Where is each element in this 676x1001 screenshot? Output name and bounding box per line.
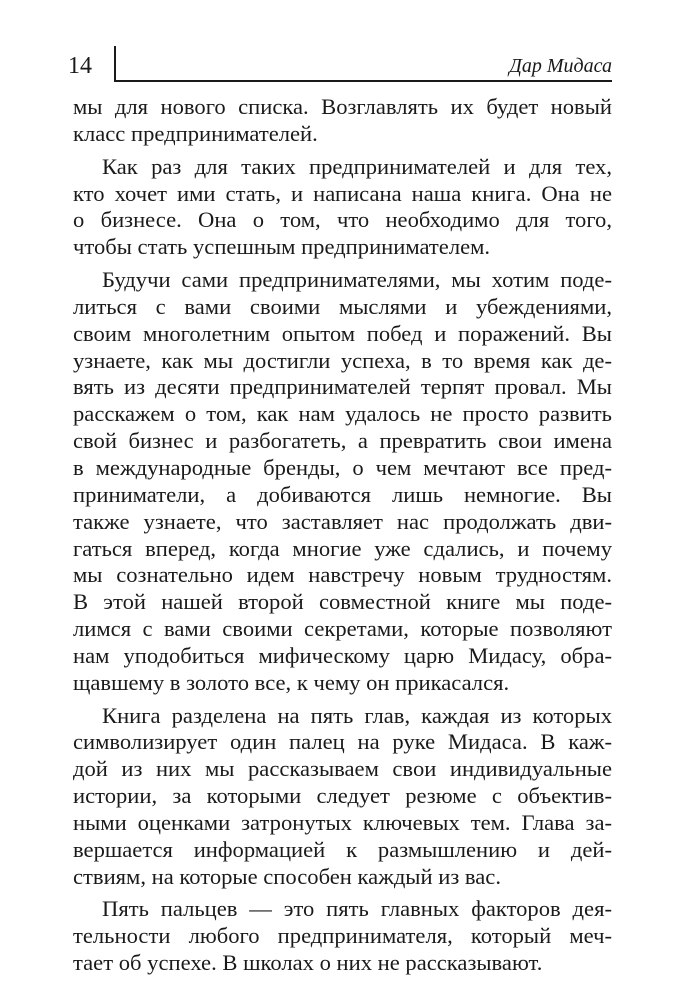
text-line: гаться вперед, когда многие уже сдались, и почему — [73, 535, 612, 561]
paragraph-1 — [73, 94, 612, 148]
text-line: литься с вами своими мыслями и убеждениями, — [73, 293, 612, 319]
text-line: о бизнесе. Она о том, что необходимо для того, — [73, 207, 612, 233]
text-line: Будучи сами предпринимателями, мы хотим поде- — [102, 267, 612, 293]
text-line: Книга разделена на пять глав, каждая из которых — [102, 702, 612, 728]
paragraph-4 — [73, 703, 612, 891]
text-line: также узнаете, что заставляет нас продолжать дви- — [73, 508, 612, 534]
text-line: Пять пальцев — это пять главных факторов дея- — [102, 896, 612, 922]
text-line: Как раз для таких предпринимателей и для тех, — [102, 153, 612, 179]
paragraph-2 — [73, 154, 612, 261]
text-line: в международные бренды, о чем мечтают все пред- — [73, 454, 612, 480]
text-line: ными оценками затронутых ключевых тем. Глава за- — [73, 809, 612, 835]
body-text — [73, 94, 612, 977]
text-line: дой из них мы рассказываем свои индивидуальные — [73, 756, 612, 782]
text-line: символизирует один палец на руке Мидаса. В каж- — [73, 729, 612, 755]
text-line: щавшему в золото все, к чему он прикасался. — [73, 669, 510, 695]
page-number: 14 — [68, 53, 92, 79]
text-line: ствиям, на которые способен каждый из вас. — [73, 863, 501, 889]
text-line: чтобы стать успешным предпринимателем. — [73, 234, 491, 260]
running-title: Дар Мидаса — [509, 55, 612, 77]
paragraph-3 — [73, 267, 612, 697]
text-line: кто хочет ими стать, и написана наша книга. Она не — [73, 180, 612, 206]
text-line: истории, за которыми следует резюме с объектив- — [73, 783, 612, 809]
paragraph-5 — [73, 896, 612, 977]
header-vertical-rule — [114, 46, 116, 82]
text-line: класс предпринимателей. — [73, 120, 318, 146]
header-horizontal-rule — [114, 80, 612, 82]
text-line: лимся с вами своими секретами, которые позволяют — [73, 616, 612, 642]
text-line: тает об успехе. В школах о них не рассказывают. — [73, 950, 543, 976]
text-line: своим многолетним опытом побед и поражений. Вы — [73, 320, 612, 346]
text-line: приниматели, а добиваются лишь немногие. Вы — [73, 481, 612, 507]
text-line: свой бизнес и разбогатеть, а превратить свои имена — [73, 428, 612, 454]
text-line: мы для нового списка. Возглавлять их будет новый — [73, 94, 612, 119]
text-line: В этой нашей второй совместной книге мы поде- — [73, 589, 612, 615]
text-line: узнаете, как мы достигли успеха, в то время как де- — [73, 347, 612, 373]
text-line: нам уподобиться мифическому царю Мидасу, обра- — [73, 642, 612, 668]
text-line: тельности любого предпринимателя, который меч- — [73, 923, 612, 949]
text-line: вершается информацией к размышлению и дей- — [73, 836, 612, 862]
text-line: мы сознательно идем навстречу новым трудностям. — [73, 562, 612, 588]
text-line: расскажем о том, как нам удалось не просто развить — [73, 401, 612, 427]
text-line: вять из десяти предпринимателей терпят провал. Мы — [73, 374, 612, 400]
